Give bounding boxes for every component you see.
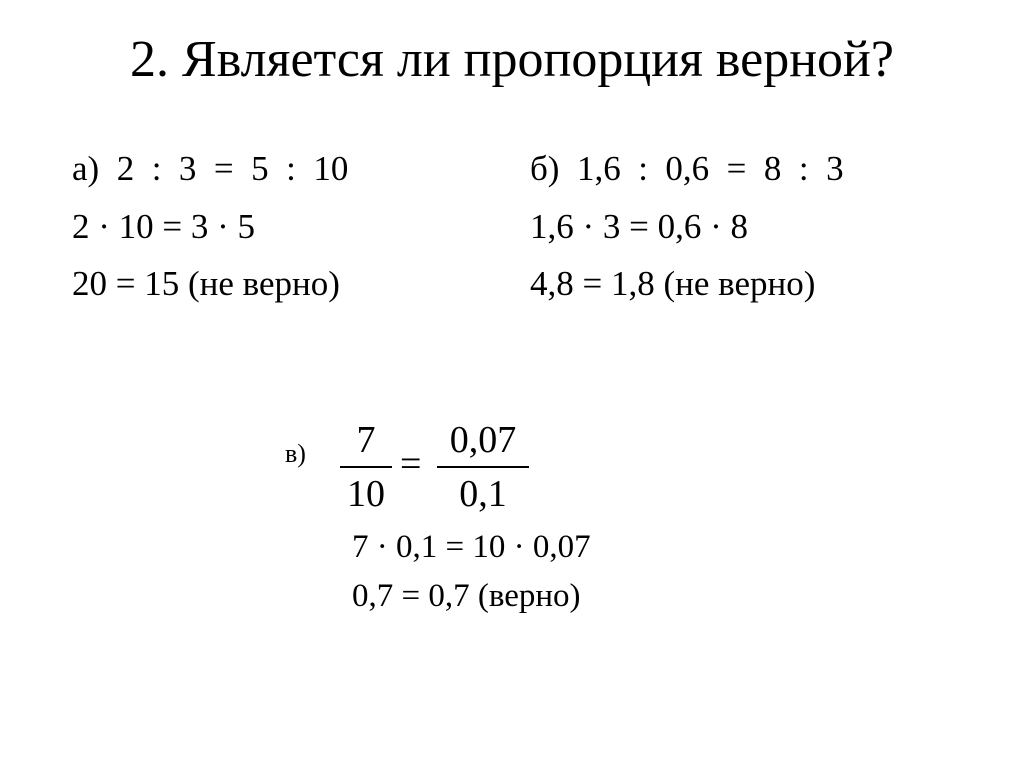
part-a-proportion: а) 2 : 3 = 5 : 10 [72,149,349,188]
part-c-cross-product: 7 · 0,1 = 10 · 0,07 [352,529,591,565]
fraction-right [437,418,529,516]
part-c-result: 0,7 = 0,7 (верно) [352,578,581,614]
slide-title: 2. Является ли пропорция верной? [130,31,894,88]
part-c-label: в) [285,439,306,468]
fraction-left-denominator: 10 [347,473,385,515]
fraction-equals-sign: = [400,443,422,485]
part-a-result: 20 = 15 (не верно) [72,264,340,303]
fraction-right-numerator: 0,07 [449,419,517,461]
fraction-right-denominator: 0,1 [459,473,507,515]
fraction-left-bar [340,466,392,468]
part-b-cross-product: 1,6 · 3 = 0,6 · 8 [530,207,749,246]
part-a-cross-product: 2 · 10 = 3 · 5 [72,207,256,246]
part-b-result: 4,8 = 1,8 (не верно) [530,264,816,303]
fraction-left-numerator: 7 [356,419,376,461]
part-b-proportion: б) 1,6 : 0,6 = 8 : 3 [530,149,844,188]
fraction-left [340,418,392,516]
fraction-right-bar [437,466,529,468]
